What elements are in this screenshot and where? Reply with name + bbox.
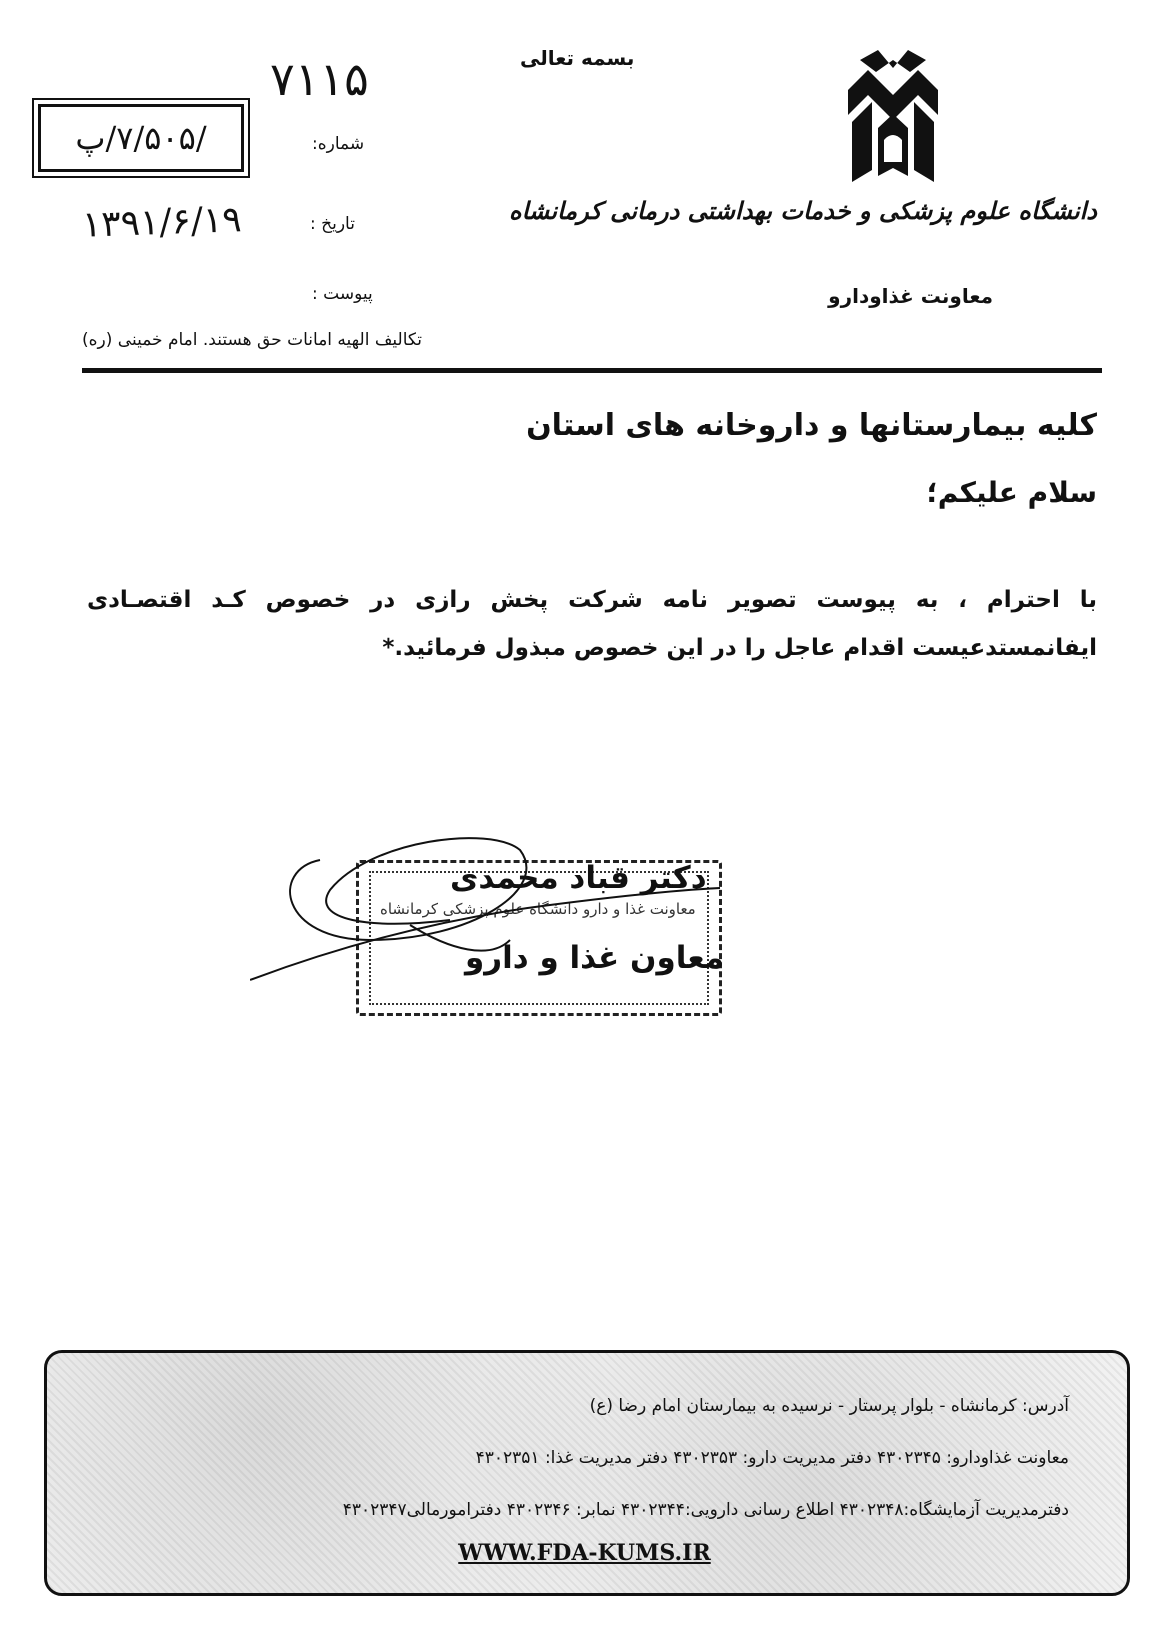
footer-phones-2: دفترمدیریت آزمایشگاه:۴۳۰۲۳۴۸ اطلاع رسانی دارویی:۴۳۰۲۳۴۴ نمابر: ۴۳۰۲۳۴۶ دفترامورمالی۴۳۰۲۳۴۷ — [342, 1500, 1069, 1520]
header-divider — [82, 368, 1102, 373]
recipient: کلیه بیمارستانها و داروخانه های استان — [526, 408, 1097, 443]
motto: تکالیف الهیه امانات حق هستند. امام خمینی (ره) — [82, 330, 423, 350]
bismillah: بسمه تعالی — [520, 46, 635, 70]
letter-number-box — [38, 104, 244, 172]
greeting: سلام علیکم؛ — [926, 476, 1097, 509]
number-label: شماره: — [312, 134, 365, 154]
handwritten-date: ۱۳۹۱/۶/۱۹ — [81, 199, 243, 246]
stamp-organization: معاونت غذا و دارو دانشگاه علوم پزشکی کرمانشاه — [380, 900, 696, 918]
date-label: تاریخ : — [310, 214, 355, 234]
letter-number: /۷/۵۰۵/پ — [75, 119, 207, 157]
handwritten-letter-number: ۷۱۱۵ — [270, 52, 369, 106]
footer-phones-1: معاونت غذاودارو: ۴۳۰۲۳۴۵ دفتر مدیریت دارو: ۴۳۰۲۳۵۳ دفتر مدیریت غذا: ۴۳۰۲۳۵۱ — [475, 1448, 1069, 1468]
attachment-label: پیوست : — [312, 284, 373, 304]
university-logo-icon — [838, 50, 948, 190]
handwritten-signature — [250, 830, 750, 1040]
footer-address: آدرس: کرمانشاه - بلوار پرستار - نرسیده به بیمارستان امام رضا (ع) — [589, 1396, 1069, 1416]
department-name: معاونت غذاودارو — [828, 284, 993, 308]
letter-body: با احترام ، به پیوست تصویر نامه شرکت پخش رازی در خصوص کـد اقتصـادی ایفانمستدعیست اقدام عاجل را در این خصوص مبذول فرمائید.* — [87, 587, 1097, 661]
university-name: دانشگاه علوم پزشکی و خدمات بهداشتی درمانی کرمانشاه — [509, 196, 1097, 225]
signatory-title: معاون غذا و دارو — [465, 940, 725, 976]
footer-website-link[interactable]: WWW.FDA-KUMS.IR — [458, 1540, 711, 1566]
signatory-name: دکتر قباد محمدی — [450, 860, 707, 896]
